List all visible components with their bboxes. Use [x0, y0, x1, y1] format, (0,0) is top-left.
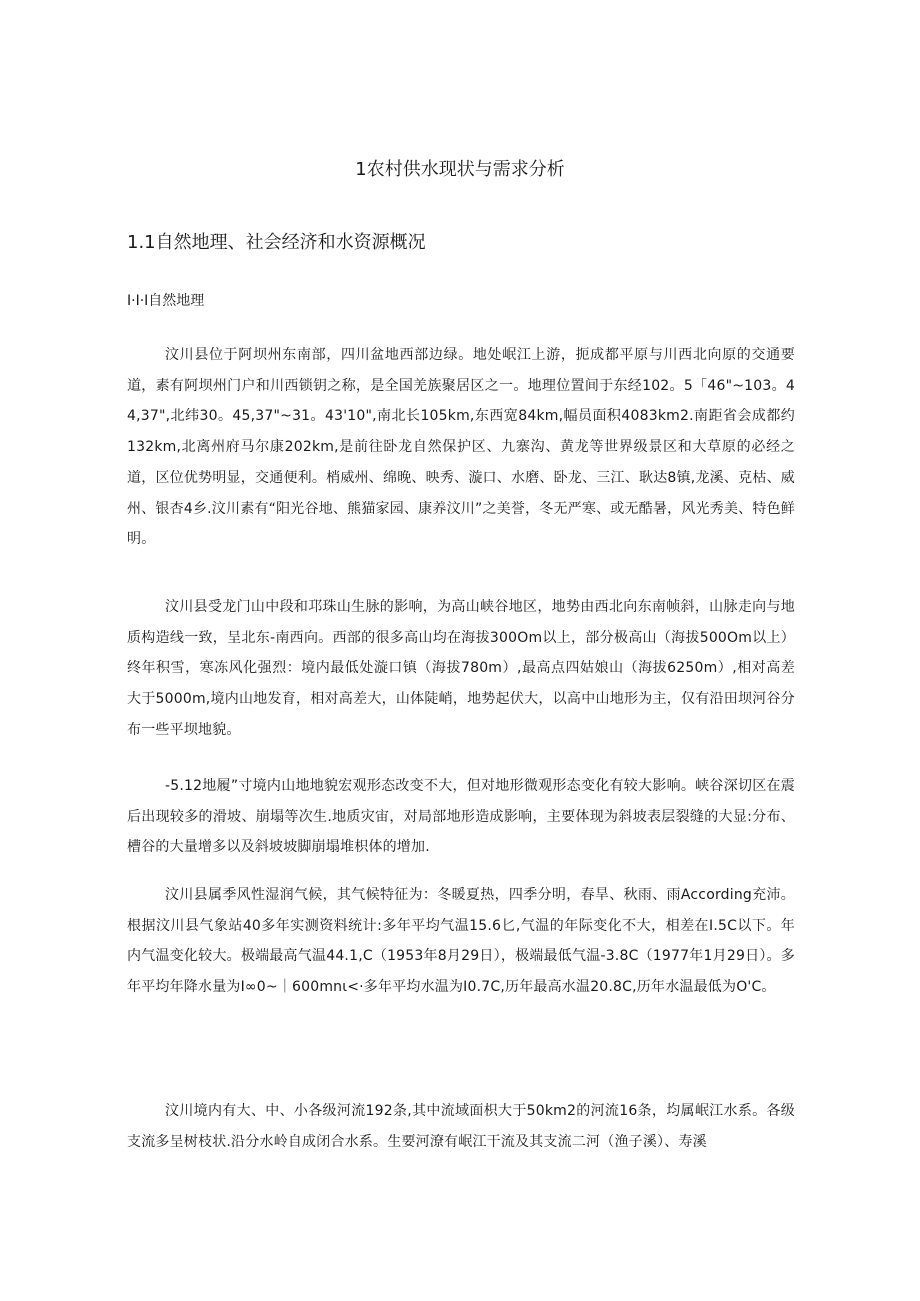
section-heading: 1.1自然地理、社会经济和水资源概况 [127, 232, 426, 253]
paragraph-terrain: 汶川县受龙门山中段和邛珠山生脉的影响，为高山峡谷地区，地势由西北向东南帧斜，山脉走向与地质构造线一致，呈北东-南西向。西部的很多高山均在海拔300Om以上，部分极高山（海拔500Om以上）终年积雪，寒冻风化强烈：境内最低处漩口镇（海拔780m）,最高点四姑娘山（海拔6250m）,相对高差大于5000m,境内山地发育，相对高差大，山体陡峭，地势起伏大，以高中山地形为主，仅有沿田坝河谷分布一些平坝地貌。 [127, 599, 795, 738]
paragraph-climate: 汶川县属季风性湿润气候，其气候特征为：冬暖夏热，四季分明，春旱、秋雨、雨According充沛。根据汶川县气象站40多年实测资料统计:多年平均气温15.6匕,气温的年际变化不大，相差在I.5C以下。年内气温变化较大。极端最高气温44.1,C（1953年8月29日），极端最低气温-3.8C（1977年1月29日）。多年平均年降水量为I∞0~｜600mnι<·多年平均水温为I0.7C,历年最高水温20.8C,历年水温最低为O'C。 [127, 887, 795, 996]
paragraph-rivers: 汶川境内有大、中、小各级河流192条,其中流域面枳大于50km2的河流16条，均属岷江水系。各级支流多呈树枝状.沿分水岭自成闭合水系。生要河潦有岷江干流及其支流二河（渔子溪）、寿溪 [127, 1103, 795, 1150]
document-title: 1农村供水现状与需求分析 [355, 159, 565, 180]
subsection-heading: I·I·I自然地理 [127, 293, 205, 309]
paragraph-location: 汶川县位于阿坝州东南部，四川盆地西部边绿。地处岷江上游，扼成都平原与川西北向原的交通要道，素有阿坝州门户和川西锁钥之称，是全国羌族聚居区之一。地理位置间于东经102。5「46"~103。44,37",北纬30。45,37"~31。43'10",南北长105km,东西宽84km,幅员面积4083km2.南距省会成都约132km,北离州府马尔康202km,是前往卧龙自然保护区、九寨沟、黄龙等世界级景区和大草原的必经之道，区位优势明显，交通便利。梢威州、绵晚、映秀、漩口、水磨、卧龙、三江、耿达8镇,龙溪、克枯、威州、银杏4乡.汶川素有“阳光谷地、熊猫家园、康养汶川”之美誉，冬无严寒、或无酷暑，风光秀美、特色鲜明。 [127, 347, 795, 548]
paragraph-earthquake-impact: -5.12地履”寸境内山地地貌宏观形态改变不大，但对地形微观形态变化有较大影响。峡谷深切区在震后出现较多的滑坡、崩塌等次生.地质灾宙，对局部地形造成影响，主要体现为斜坡表层裂缝的大显:分布、槽谷的大量增多以及斜坡坡脚崩塌堆枳体的增加. [127, 778, 795, 856]
